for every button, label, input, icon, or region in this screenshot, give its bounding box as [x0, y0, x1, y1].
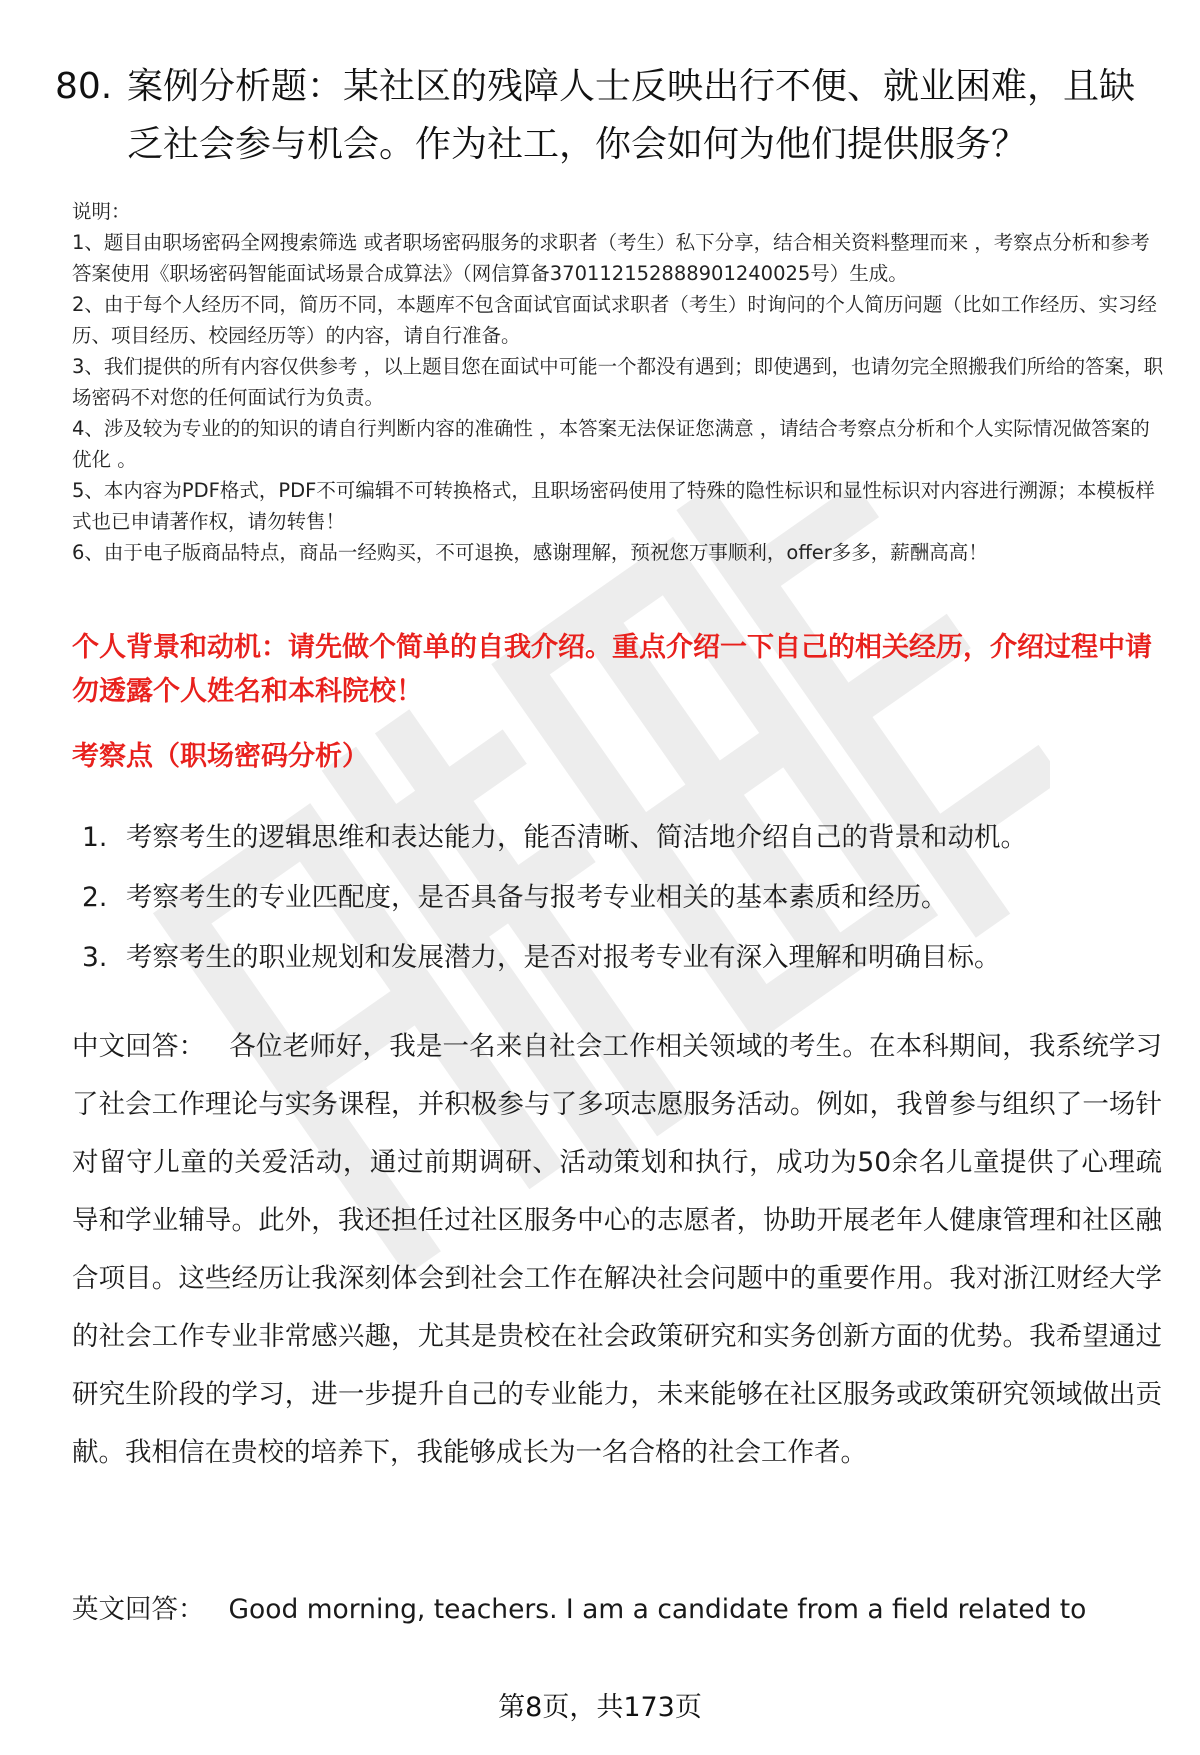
list-item-number: 1.	[82, 822, 108, 853]
english-answer-label: 英文回答：	[72, 1594, 205, 1625]
english-answer	[72, 1581, 1162, 1639]
list-item-number: 2.	[82, 882, 108, 913]
list-item-text: 考察考生的职业规划和发展潜力，是否对报考专业有深入理解和明确目标。	[126, 942, 1001, 973]
chinese-answer	[72, 1018, 1162, 1482]
note-item: 2、由于每个人经历不同，简历不同，本题库不包含面试官面试求职者（考生）时询问的个人简历问题（比如工作经历、实习经历、项目经历、校园经历等）的内容，请自行准备。	[72, 293, 1157, 347]
notes-block	[72, 196, 1167, 568]
note-item: 4、涉及较为专业的的知识的请自行判断内容的准确性 ，本答案无法保证您满意 ，请结合考察点分析和个人实际情况做答案的优化 。	[72, 417, 1150, 471]
list-item	[82, 928, 1162, 988]
note-item: 1、题目由职场密码全网搜索筛选 或者职场密码服务的求职者（考生）私下分享，结合相关资料整理而来 ，考察点分析和参考答案使用《职场密码智能面试场景合成算法》（网信算备370112152888901240025号）生成。	[72, 231, 1150, 285]
page-number: 第8页，共173页	[498, 1692, 702, 1723]
list-item-text: 考察考生的专业匹配度，是否具备与报考专业相关的基本素质和经历。	[126, 882, 948, 913]
note-item: 5、本内容为PDF格式，PDF不可编辑不可转换格式，且职场密码使用了特殊的隐性标识和显性标识对内容进行溯源；本模板样式也已申请著作权，请勿转售！	[72, 479, 1155, 533]
list-item	[82, 808, 1162, 868]
list-item	[82, 868, 1162, 928]
question-block	[55, 58, 1155, 174]
section-heading-points: 考察点（职场密码分析）	[72, 741, 369, 772]
question-text: 案例分析题：某社区的残障人士反映出行不便、就业困难，且缺乏社会参与机会。作为社工，你会如何为他们提供服务？	[127, 66, 1136, 165]
chinese-answer-label: 中文回答：	[72, 1031, 206, 1062]
english-answer-text: Good morning, teachers. I am a candidate from a field related to	[228, 1594, 1087, 1625]
question-number: 80.	[55, 66, 113, 107]
list-item-number: 3.	[82, 942, 108, 973]
assessment-points-list	[82, 808, 1162, 988]
notes-title: 说明：	[72, 200, 131, 223]
list-item-text: 考察考生的逻辑思维和表达能力，能否清晰、简洁地介绍自己的背景和动机。	[126, 822, 1027, 853]
note-item: 6、由于电子版商品特点，商品一经购买，不可退换，感谢理解，预祝您万事顺利，offer多多，薪酬高高！	[72, 541, 988, 564]
chinese-answer-text: 各位老师好，我是一名来自社会工作相关领域的考生。在本科期间，我系统学习了社会工作理论与实务课程，并积极参与了多项志愿服务活动。例如，我曾参与组织了一场针对留守儿童的关爱活动，通过前期调研、活动策划和执行，成功为50余名儿童提供了心理疏导和学业辅导。此外，我还担任过社区服务中心的志愿者，协助开展老年人健康管理和社区融合项目。这些经历让我深刻体会到社会工作在解决社会问题中的重要作用。我对浙江财经大学的社会工作专业非常感兴趣，尤其是贵校在社会政策研究和实务创新方面的优势。我希望通过研究生阶段的学习，进一步提升自己的专业能力，未来能够在社区服务或政策研究领域做出贡献。我相信在贵校的培养下，我能够成长为一名合格的社会工作者。	[72, 1031, 1163, 1468]
note-item: 3、我们提供的所有内容仅供参考 ，以上题目您在面试中可能一个都没有遇到；即使遇到，也请勿完全照搬我们所给的答案，职场密码不对您的任何面试行为负责。	[72, 355, 1164, 409]
section-heading-intro: 个人背景和动机：请先做个简单的自我介绍。重点介绍一下自己的相关经历，介绍过程中请勿透露个人姓名和本科院校！	[72, 632, 1152, 707]
